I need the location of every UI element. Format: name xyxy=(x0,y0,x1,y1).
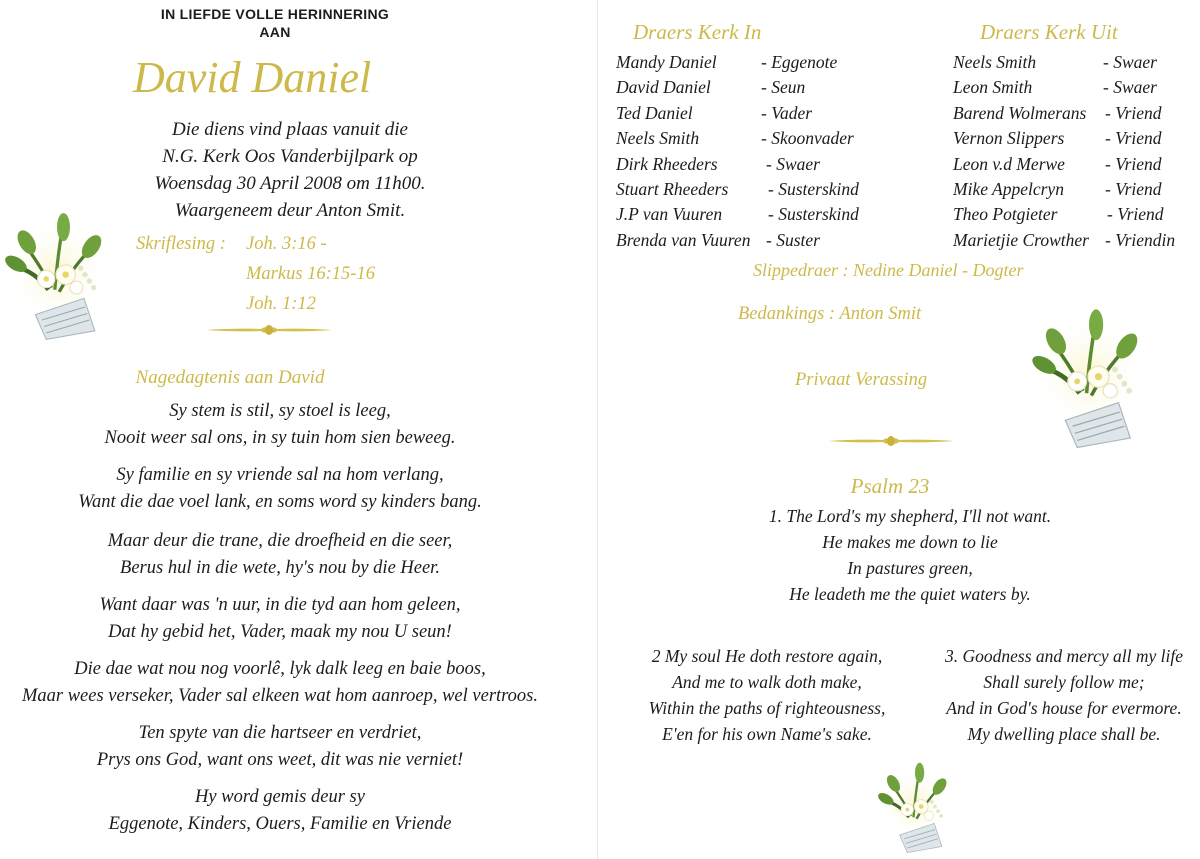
scripture-label: Skriflesing : xyxy=(136,234,226,254)
bearers-in-title: Draers Kerk In xyxy=(633,20,762,44)
list-item xyxy=(953,75,1198,100)
service-line: N.G. Kerk Oos Vanderbijlpark op xyxy=(162,146,418,167)
service-line: Die diens vind plaas vanuit die xyxy=(172,119,408,140)
bearer-name: Brenda van Vuuren xyxy=(616,229,751,250)
list-item xyxy=(616,152,946,177)
poem-stanza xyxy=(0,784,560,838)
bearer-relation: - Vriend xyxy=(1105,153,1162,174)
bearer-relation: - Vriend xyxy=(1105,178,1162,199)
list-item xyxy=(616,75,946,100)
bearer-relation: - Swaer xyxy=(1103,52,1157,72)
service-line: Woensdag 30 April 2008 om 11h00. xyxy=(154,173,426,194)
bearer-name: Neels Smith xyxy=(953,52,1037,72)
bearer-name: Theo Potgieter xyxy=(953,204,1058,225)
list-item xyxy=(616,101,946,126)
bearers-out-list xyxy=(953,50,1198,253)
bearer-relation: - Swaer xyxy=(1103,77,1157,98)
poem-stanza xyxy=(0,398,560,452)
lily-bouquet-image xyxy=(2,212,112,347)
poem-line: Dat hy gebid het, Vader, maak my nou U seun! xyxy=(108,622,452,642)
bearer-relation: - Swaer xyxy=(766,153,820,174)
poem-stanza xyxy=(0,720,560,774)
psalm-line: My dwelling place shall be. xyxy=(967,724,1161,744)
bearer-relation: - Seun xyxy=(761,77,806,98)
psalm-line: 3. Goodness and mercy all my life xyxy=(945,646,1183,666)
poem-line: Sy stem is stil, sy stoel is leeg, xyxy=(169,401,391,421)
bearers-in-list xyxy=(616,50,946,253)
list-item xyxy=(953,50,1198,75)
bearer-relation: - Suster xyxy=(766,229,820,250)
bearer-relation: - Vriend xyxy=(1107,204,1164,225)
psalm-line: 1. The Lord's my shepherd, I'll not want. xyxy=(768,506,1052,526)
poem-line: Sy familie en sy vriende sal na hom verlang, xyxy=(116,465,444,485)
poem-line: Berus hul in die wete, hy's nou by die Heer. xyxy=(120,558,440,578)
poem xyxy=(0,398,560,838)
scripture-ref: Joh. 1:12 xyxy=(246,294,316,314)
poem-line: Want die dae voel lank, en soms word sy kinders bang. xyxy=(78,492,482,512)
poem-stanza xyxy=(0,462,560,516)
poem-line: Hy word gemis deur sy xyxy=(195,787,365,807)
list-item xyxy=(953,177,1198,202)
service-details xyxy=(90,116,490,224)
poem-stanza xyxy=(0,656,560,710)
list-item xyxy=(616,177,946,202)
bearer-relation: - Vriendin xyxy=(1105,229,1176,250)
psalm-line: In pastures green, xyxy=(847,558,973,578)
psalm-verse-1 xyxy=(700,503,1120,607)
bearer-name: Barend Wolmerans xyxy=(953,102,1087,123)
bearer-name: Dirk Rheeders xyxy=(616,153,718,174)
bearer-name: Stuart Rheeders xyxy=(616,178,729,199)
bearer-name: J.P van Vuuren xyxy=(616,204,723,225)
list-item xyxy=(953,152,1198,177)
bearer-name: Mandy Daniel xyxy=(616,52,717,72)
list-item xyxy=(616,126,946,151)
poem-line: Eggenote, Kinders, Ouers, Familie en Vriende xyxy=(108,814,452,834)
bearer-relation: - Skoonvader xyxy=(761,128,854,149)
service-line: Waargeneem deur Anton Smit. xyxy=(174,200,406,221)
poem-line: Maar deur die trane, die droefheid en die seer, xyxy=(107,531,453,551)
psalm-verse-3 xyxy=(930,643,1198,747)
psalm-line: He leadeth me the quiet waters by. xyxy=(789,584,1031,604)
psalm-line: 2 My soul He doth restore again, xyxy=(651,646,883,666)
psalm-line: Within the paths of righteousness, xyxy=(648,698,886,718)
header-line-2: AAN xyxy=(259,24,291,40)
poem-stanza xyxy=(0,592,560,646)
bearer-relation: - Vriend xyxy=(1105,102,1162,123)
header-line-1: IN LIEFDE VOLLE HERINNERING xyxy=(160,6,390,22)
list-item xyxy=(616,228,946,253)
thanks-line: Bedankings : Anton Smit xyxy=(738,304,922,324)
scripture-ref: Joh. 3:16 - xyxy=(246,234,327,254)
bearer-relation: - Eggenote xyxy=(761,52,838,72)
bearer-name: Marietjie Crowther xyxy=(953,229,1089,250)
list-item xyxy=(953,202,1198,227)
bearer-name: Neels Smith xyxy=(616,128,700,149)
poem-line: Nooit weer sal ons, in sy tuin hom sien beweeg. xyxy=(104,428,456,448)
list-item xyxy=(616,50,946,75)
poem-line: Die dae wat nou nog voorlê, lyk dalk leeg en baie boos, xyxy=(74,659,486,679)
bearer-relation: - Vader xyxy=(761,102,813,123)
list-item xyxy=(616,202,946,227)
private-cremation-line: Privaat Verassing xyxy=(795,370,928,390)
psalm-line: E'en for his own Name's sake. xyxy=(662,724,872,744)
bearer-relation: - Susterskind xyxy=(768,178,859,199)
bearer-name: Leon v.d Merwe xyxy=(953,153,1065,174)
psalm-line: He makes me down to lie xyxy=(822,532,998,552)
bearer-relation: - Susterskind xyxy=(768,204,859,225)
bearer-relation: - Vriend xyxy=(1105,128,1162,149)
lily-bouquet-image xyxy=(875,762,955,858)
bearer-name: David Daniel xyxy=(616,77,711,98)
gold-flourish-divider xyxy=(206,324,332,336)
list-item xyxy=(953,101,1198,126)
poem-line: Want daar was 'n uur, in die tyd aan hom geleen, xyxy=(99,595,461,615)
poem-stanza xyxy=(0,528,560,582)
psalm-line: And in God's house for evermore. xyxy=(946,698,1182,718)
bearers-out-title: Draers Kerk Uit xyxy=(980,20,1118,44)
bearer-name: Vernon Slippers xyxy=(953,128,1065,149)
poem-title: Nagedagtenis aan David xyxy=(135,367,325,388)
dedication-header xyxy=(90,6,460,40)
bearer-name: Leon Smith xyxy=(953,77,1033,98)
pallbearer-line: Slippedraer : Nedine Daniel - Dogter xyxy=(753,260,1024,280)
psalm-line: Shall surely follow me; xyxy=(983,672,1145,692)
bearer-name: Mike Appelcryn xyxy=(953,178,1064,199)
lily-bouquet-image xyxy=(1030,308,1148,456)
page-fold xyxy=(597,0,598,859)
poem-line: Maar wees verseker, Vader sal elkeen wat hom aanroep, wel vertroos. xyxy=(21,686,538,706)
list-item xyxy=(953,126,1198,151)
list-item xyxy=(953,228,1198,253)
scripture-ref: Markus 16:15-16 xyxy=(246,264,375,284)
psalm-title: Psalm 23 xyxy=(850,474,930,498)
bearer-name: Ted Daniel xyxy=(616,102,693,123)
poem-line: Prys ons God, want ons weet, dit was nie verniet! xyxy=(96,750,464,770)
psalm-line: And me to walk doth make, xyxy=(672,672,862,692)
deceased-name: David Daniel xyxy=(133,53,372,102)
poem-line: Ten spyte van die hartseer en verdriet, xyxy=(138,723,422,743)
gold-flourish-divider xyxy=(828,435,954,447)
psalm-verse-2 xyxy=(612,643,922,747)
